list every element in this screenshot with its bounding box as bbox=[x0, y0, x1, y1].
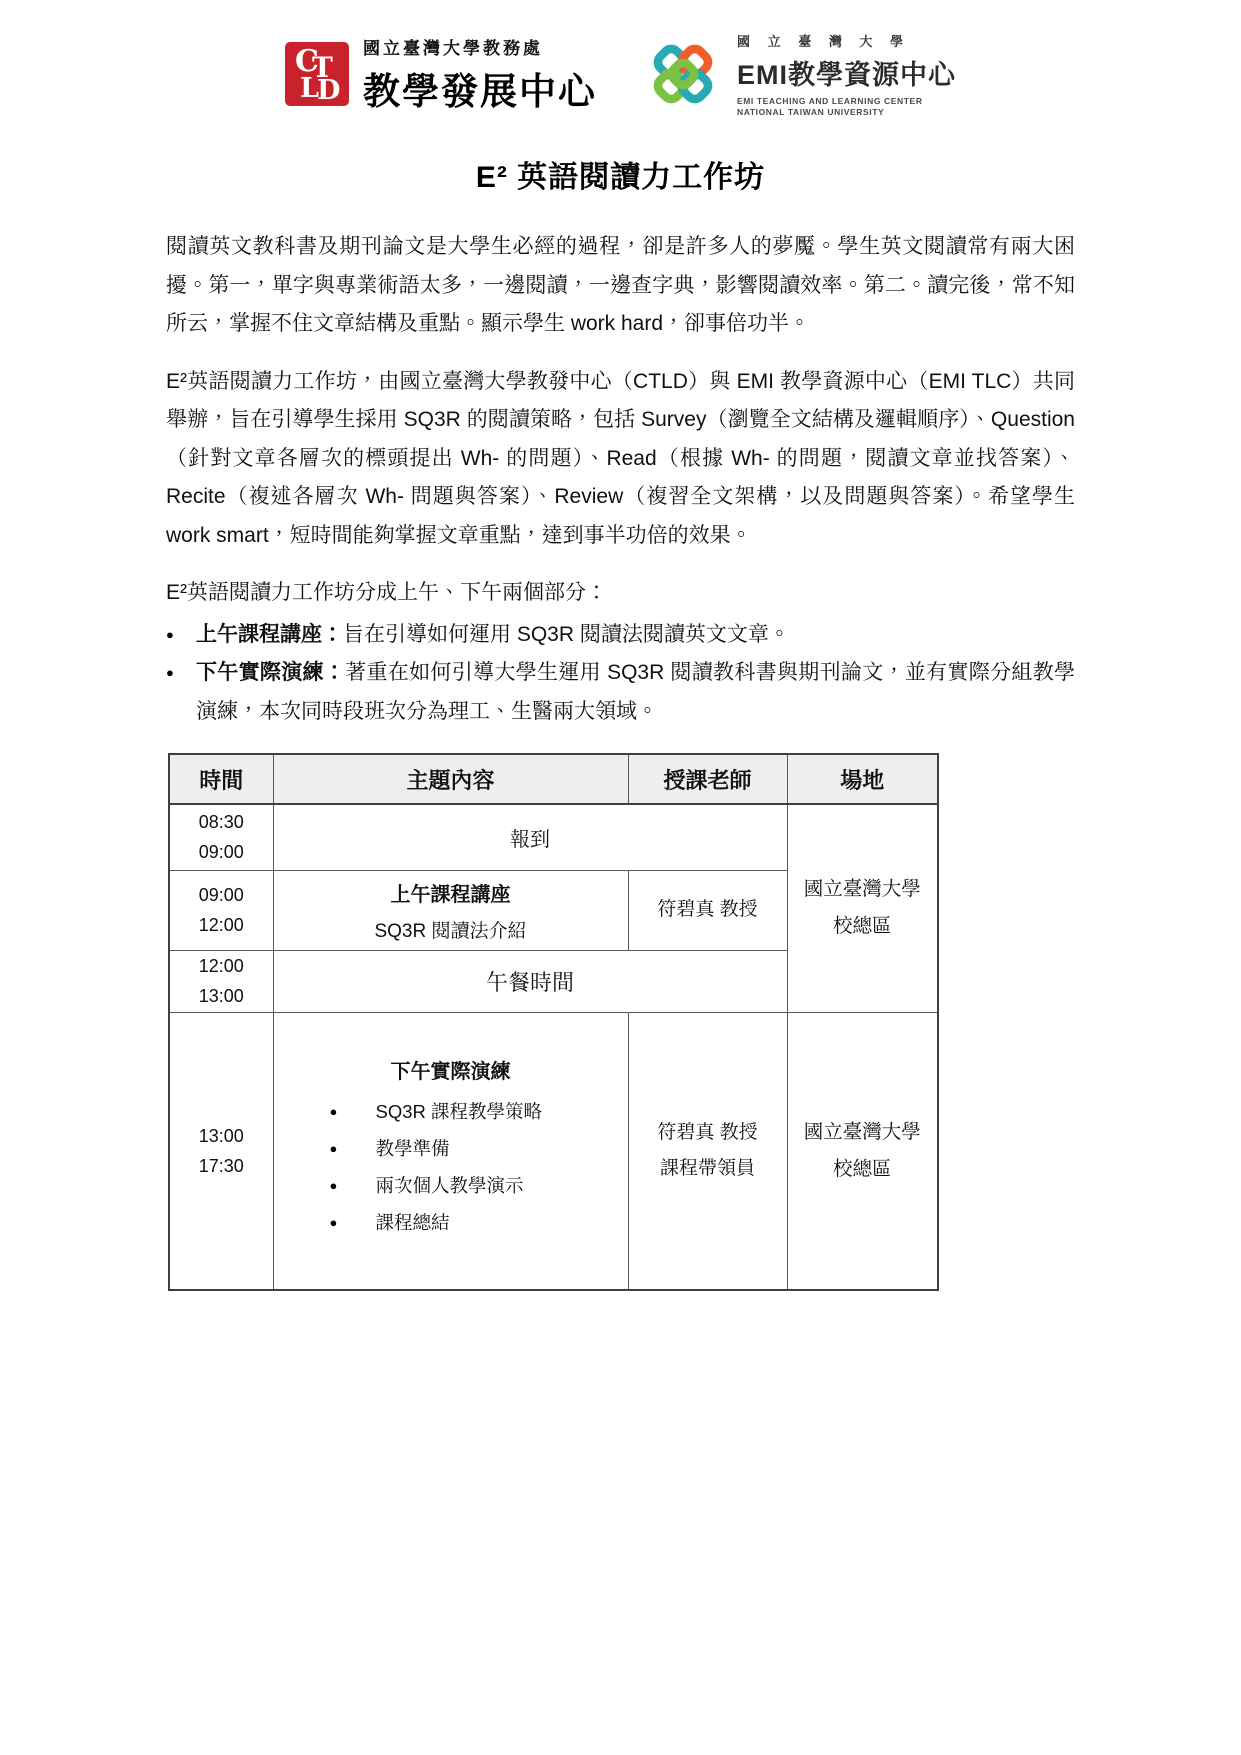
emi-org-line: 國 立 臺 灣 大 學 bbox=[736, 33, 911, 49]
afternoon-topic-cell bbox=[273, 1012, 628, 1290]
afternoon-session-rest: 著重在如何引導大學生運用 SQ3R 閱讀教科書與期刊論文，並有實際分組教學演練，本次同時段班次分為理工、生醫兩大領域。 bbox=[196, 661, 1076, 723]
afternoon-venue-line-1: 國立臺灣大學 bbox=[803, 1120, 921, 1143]
emi-sub-line-1: EMI TEACHING AND LEARNING CENTER bbox=[736, 95, 923, 106]
table-header-row bbox=[169, 754, 938, 804]
emi-knot-icon bbox=[643, 36, 723, 112]
morning-topic-subtitle: SQ3R 閱讀法介紹 bbox=[374, 920, 527, 942]
afternoon-session-bullet bbox=[166, 654, 1075, 731]
morning-session-lead: 上午課程講座： bbox=[196, 622, 343, 646]
afternoon-teacher-line-2: 課程帶領員 bbox=[659, 1157, 755, 1179]
venue-line-1: 國立臺灣大學 bbox=[803, 878, 921, 901]
afternoon-teacher-cell bbox=[628, 1012, 787, 1290]
col-header-venue: 場地 bbox=[787, 754, 938, 804]
table-row-checkin bbox=[169, 804, 938, 870]
bullet-icon: ● bbox=[166, 626, 174, 642]
bullet-icon: ● bbox=[329, 1140, 338, 1156]
svg-text:L: L bbox=[299, 73, 319, 104]
afternoon-time-cell bbox=[169, 1012, 273, 1290]
morning-topic-title: 上午課程講座 bbox=[390, 883, 511, 906]
afternoon-session-text bbox=[196, 654, 1075, 731]
morning-session-bullet bbox=[166, 616, 1075, 655]
bullet-icon: ● bbox=[329, 1177, 338, 1193]
ctld-logo bbox=[285, 34, 597, 115]
ctld-logo-text bbox=[363, 34, 597, 115]
svg-text:C: C bbox=[294, 44, 319, 79]
morning-time-end: 12:00 bbox=[198, 915, 244, 935]
svg-text:T: T bbox=[311, 51, 333, 84]
list-item bbox=[274, 1209, 628, 1235]
workshop-description-paragraph: E²英語閱讀力工作坊，由國立臺灣大學教發中心（CTLD）與 EMI 教學資源中心（EMI TLC）共同舉辦，旨在引導學生採用 SQ3R 的閱讀策略，包括 Survey（瀏覽全文結構及邏輯順序）、Question（針對文章各層次的標頭提出 Wh- 的問題）、Read（根據 Wh- 的問題，閱讀文章並找答案）、Recite（複述各層次 Wh- 問題與答案）、Review（複習全文架構，以及問題與答案）。希望學生 work smart，短時間能夠掌握文章重點，達到事半功倍的效果。 bbox=[166, 369, 1075, 547]
afternoon-time-start: 13:00 bbox=[198, 1125, 244, 1146]
checkin-topic-cell: 報到 bbox=[273, 804, 787, 870]
emi-logo bbox=[643, 31, 956, 118]
ctld-logo-icon bbox=[285, 41, 349, 107]
emi-center-name: EMI教學資源中心 bbox=[736, 59, 956, 90]
afternoon-topic-list bbox=[274, 1098, 628, 1235]
afternoon-venue-line-2: 校總區 bbox=[832, 1157, 892, 1180]
afternoon-item-2: 教學準備 bbox=[375, 1138, 450, 1160]
venue-line-2: 校總區 bbox=[832, 915, 892, 938]
afternoon-teacher-line-1: 符碧真 教授 bbox=[657, 1121, 758, 1143]
morning-time-start: 09:00 bbox=[198, 885, 244, 905]
document-body bbox=[0, 228, 1241, 1291]
lunch-time-cell bbox=[169, 950, 273, 1012]
bullet-icon: ● bbox=[329, 1214, 338, 1230]
lunch-time-start: 12:00 bbox=[198, 956, 244, 976]
ctld-center-name: 教學發展中心 bbox=[362, 68, 597, 113]
svg-text:D: D bbox=[316, 75, 341, 106]
afternoon-item-3: 兩次個人教學演示 bbox=[375, 1175, 524, 1197]
intro-paragraph: 閱讀英文教科書及期刊論文是大學生必經的過程，卻是許多人的夢魘。學生英文閱讀常有兩大困擾。第一，單字與專業術語太多，一邊閱讀，一邊查字典，影響閱讀效率。第二。讀完後，常不知所云，掌握不住文章結構及重點。顯示學生 work hard，卻事倍功半。 bbox=[166, 235, 1075, 335]
morning-session-rest: 旨在引導如何運用 SQ3R 閱讀法閱讀英文文章。 bbox=[343, 622, 790, 646]
bullet-icon: ● bbox=[329, 1103, 338, 1119]
parts-intro-line: E²英語閱讀力工作坊分成上午、下午兩個部分： bbox=[166, 581, 607, 604]
col-header-topic: 主題內容 bbox=[273, 754, 628, 804]
header-logos bbox=[0, 26, 1241, 122]
afternoon-venue-cell bbox=[787, 1012, 938, 1290]
checkin-time-start: 08:30 bbox=[198, 812, 244, 833]
col-header-teacher: 授課老師 bbox=[628, 754, 787, 804]
afternoon-topic-title: 下午實際演練 bbox=[390, 1061, 511, 1084]
list-item bbox=[274, 1172, 628, 1198]
schedule-table bbox=[168, 753, 939, 1291]
list-item bbox=[274, 1098, 628, 1124]
venue-merged-cell bbox=[787, 804, 938, 1012]
checkin-time-end: 09:00 bbox=[198, 842, 244, 863]
afternoon-session-lead: 下午實際演練： bbox=[196, 661, 346, 684]
morning-teacher-cell: 符碧真 教授 bbox=[628, 870, 787, 950]
page-title: E² 英語閱讀力工作坊 bbox=[475, 161, 766, 194]
ctld-org-line: 國立臺灣大學教務處 bbox=[362, 38, 543, 58]
morning-time-cell bbox=[169, 870, 273, 950]
emi-logo-text bbox=[737, 31, 956, 118]
morning-topic-cell bbox=[273, 870, 628, 950]
col-header-time: 時間 bbox=[169, 754, 273, 804]
table-row-afternoon-practice bbox=[169, 1012, 938, 1290]
afternoon-time-end: 17:30 bbox=[198, 1155, 244, 1176]
checkin-time-cell bbox=[169, 804, 273, 870]
afternoon-item-1: SQ3R 課程教學策略 bbox=[375, 1101, 543, 1123]
lunch-topic-cell: 午餐時間 bbox=[273, 950, 787, 1012]
morning-session-text bbox=[196, 616, 1075, 655]
afternoon-item-4: 課程總結 bbox=[375, 1212, 450, 1234]
lunch-time-end: 13:00 bbox=[198, 986, 244, 1006]
list-item bbox=[274, 1135, 628, 1161]
bullet-icon: ● bbox=[166, 665, 174, 680]
emi-sub-line-2: NATIONAL TAIWAN UNIVERSITY bbox=[736, 106, 885, 117]
